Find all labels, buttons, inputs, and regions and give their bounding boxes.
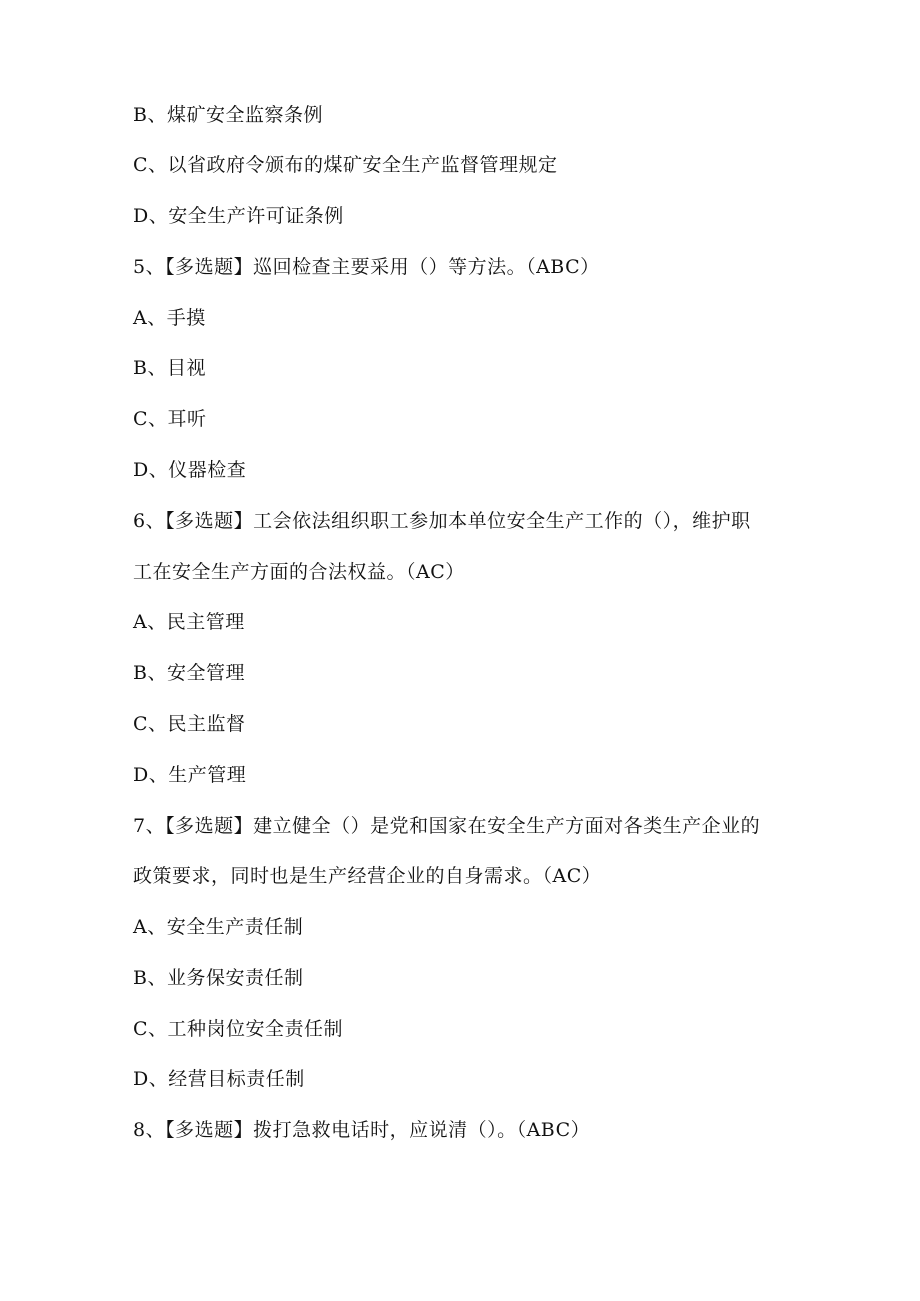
- option-line: A、安全生产责任制: [133, 916, 304, 938]
- question-line: 5、【多选题】巡回检查主要采用（）等方法。（ABC）: [133, 256, 600, 278]
- option-line: B、煤矿安全监察条例: [133, 104, 323, 126]
- option-line: D、生产管理: [133, 764, 247, 786]
- option-line: D、仪器检查: [133, 459, 247, 481]
- question-line: 7、【多选题】建立健全（）是党和国家在安全生产方面对各类生产企业的: [133, 815, 761, 837]
- question-line-continued: 政策要求，同时也是生产经营企业的自身需求。（AC）: [133, 865, 602, 887]
- option-line: C、民主监督: [133, 713, 246, 735]
- question-line: 8、【多选题】拨打急救电话时，应说清（）。（ABC）: [133, 1119, 591, 1141]
- option-line: C、工种岗位安全责任制: [133, 1018, 344, 1040]
- option-line: A、民主管理: [133, 611, 245, 633]
- option-line: D、安全生产许可证条例: [133, 205, 344, 227]
- option-line: A、手摸: [133, 307, 206, 329]
- question-line-continued: 工在安全生产方面的合法权益。（AC）: [133, 561, 465, 583]
- option-line: B、目视: [133, 357, 206, 379]
- option-line: D、经营目标责任制: [133, 1068, 305, 1090]
- option-line: C、耳听: [133, 408, 207, 430]
- option-line: C、以省政府令颁布的煤矿安全生产监督管理规定: [133, 154, 558, 176]
- option-line: B、安全管理: [133, 662, 245, 684]
- question-line: 6、【多选题】工会依法组织职工参加本单位安全生产工作的（），维护职: [133, 510, 751, 532]
- option-line: B、业务保安责任制: [133, 967, 304, 989]
